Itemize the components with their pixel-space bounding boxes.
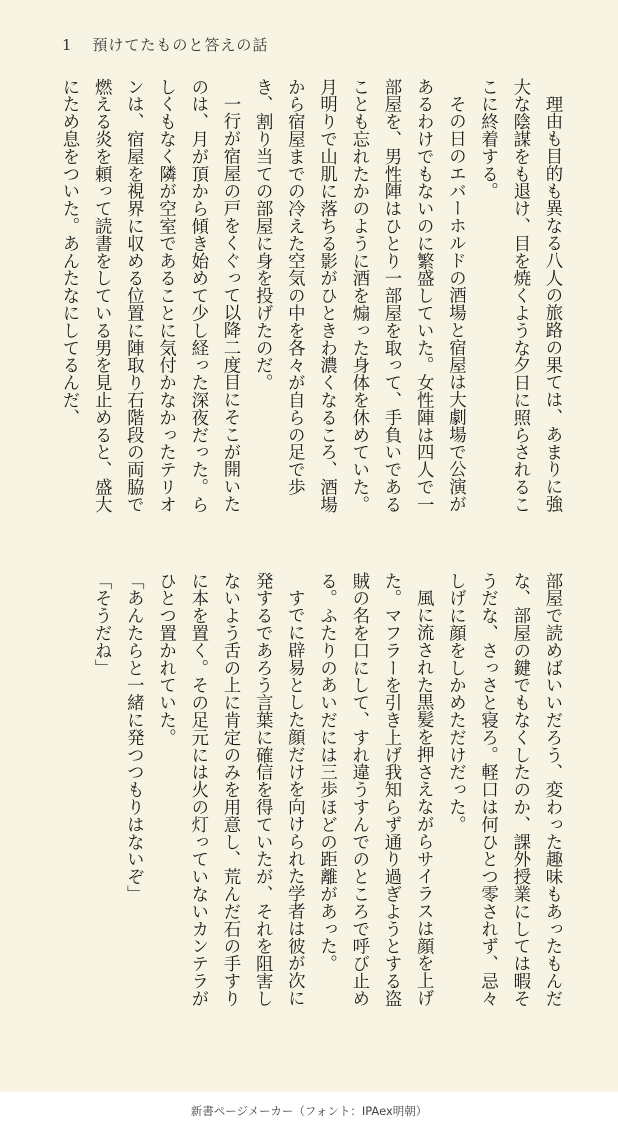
paragraph: 部屋で読めばいいだろう、変わった趣味もあったもんだな、部屋の鍵でもなくしたのか、課外授業にしては暇そうだな、さっさと寝ろ。軽口は何ひとつ零されず、忌々しげに顔をしかめただけだった。 (445, 572, 562, 1007)
paragraph: 風に流された黒髪を押さえながらサイラスは顔を上げた。マフラーを引き上げ我知らず通り過ぎようとする盗賊の名を口にして、すれ違うすんでのところで呼び止める。ふたりのあいだには三歩ほどの距離があった。 (316, 572, 434, 1007)
dialogue-line: 「そうだね」 (91, 572, 112, 677)
text-block-top (58, 78, 568, 518)
paragraph: その日のエバーホルドの酒場と宿屋は大劇場で公演があるわけでもないのに繁盛していた。女性陣は四人で一部屋を、男性陣はひとり一部屋を取って、手負いであることも忘れたかのように酒を煽った身体を休めていた。月明りで山肌に落ちる影がひときわ濃くなるころ、酒場から宿屋までの冷えた空気の中を各々が自らの足で歩き、割り当ての部屋に身を投げたのだ。 (252, 78, 466, 513)
chapter-title: 預けてたものと答えの話 (92, 36, 269, 54)
paragraph: 一行が宿屋の戸をくぐって以降二度目にそこが開いたのは、月が頂から傾き始めて少し経った深夜だった。らしくもなく隣が空室であることに気付かなかったテリオンは、宿屋を視界に収める位置に陣取り石階段の両脇で燃える炎を頼って読書をしている男を見止めると、盛大にため息をついた。あんたなにしてるんだ、 (58, 78, 240, 513)
footer-credit: 新書ページメーカー（フォント：IPAex明朝） (190, 1104, 428, 1118)
dialogue-line: 「あんたらと一緒に発つつもりはないぞ」 (123, 572, 144, 903)
paragraph: すでに辟易とした顔だけを向けられた学者は彼が次に発するであろう言葉に確信を得ていたが、それを阻害しないよう舌の上に肯定のみを用意し、荒んだ石の手すりに本を置く。その足元には火の灯っていないカンテラがひとつ置かれていた。 (155, 572, 305, 1007)
paragraph: 理由も目的も異なる八人の旅路の果ては、あまりに強大な陰謀をも退け、目を焼くような夕日に照らされるここに終着する。 (477, 78, 562, 513)
chapter-header (62, 34, 268, 55)
chapter-number: 1 (62, 36, 73, 54)
text-block-bottom (68, 572, 568, 1012)
